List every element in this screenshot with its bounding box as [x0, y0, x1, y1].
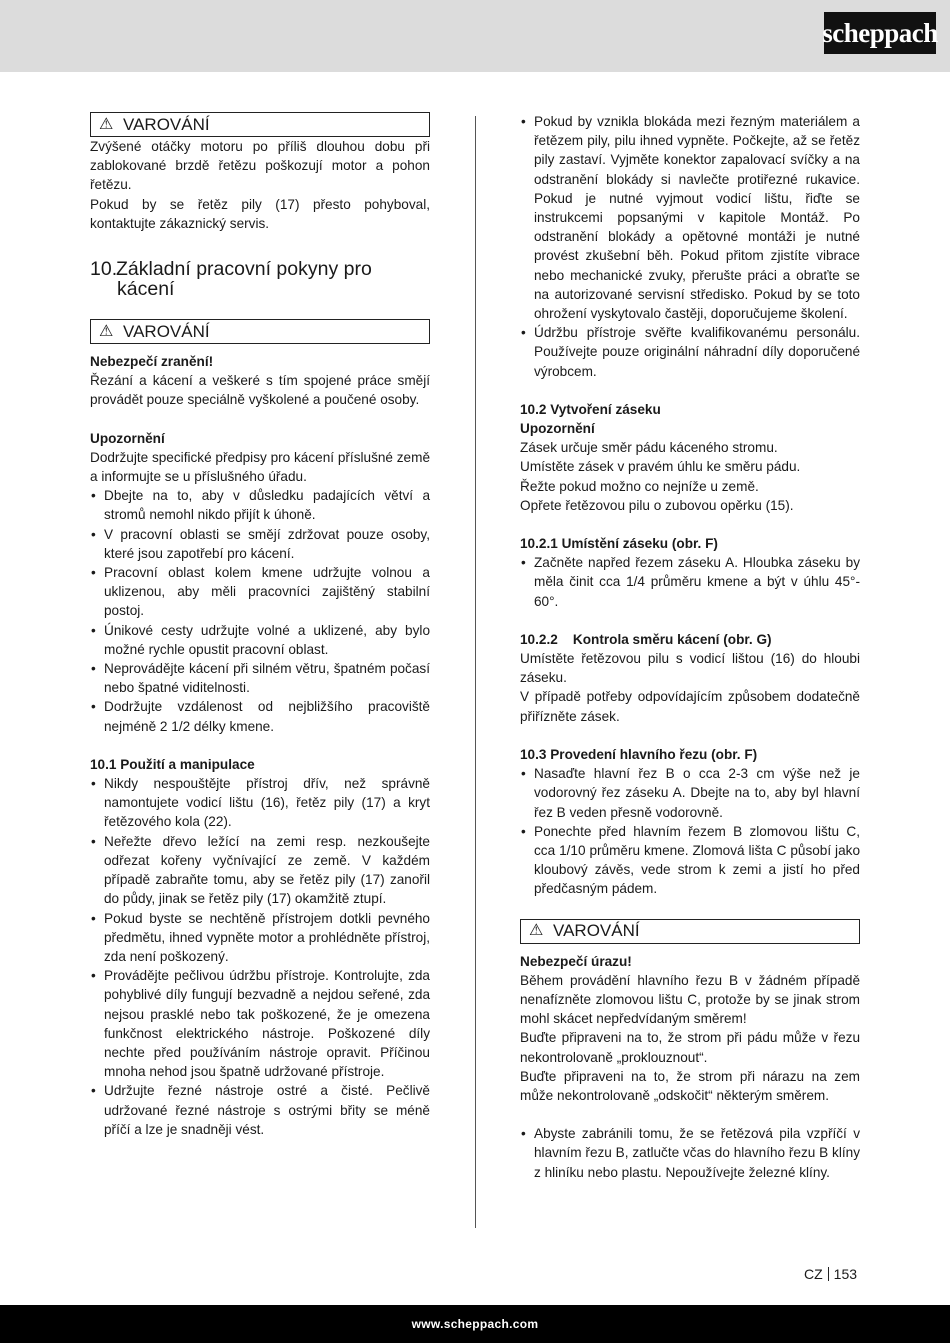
paragraph: Dodržujte specifické předpisy pro kácení příslušné země a informujte se u příslušného úřadu.	[90, 449, 431, 485]
column-divider	[475, 116, 476, 1228]
footer-bar	[0, 1305, 950, 1343]
list-item: • Abyste zabránili tomu, že se řetězová pila vzpříčí v hlavním řezu B, zatlučte včas do hlavního řezu B klíny z hliníku nebo plastu. Nepoužívejte železné klíny.	[520, 1124, 860, 1182]
page-number-value: 153	[833, 1266, 858, 1282]
subheading: 10.2.1 Umístění záseku (obr. F)	[520, 536, 718, 552]
bullet-list	[520, 1124, 860, 1182]
bullet-list	[520, 553, 860, 611]
list-item: • Pracovní oblast kolem kmene udržujte volnou a uklizenou, aby měli pracovníci zajištěný stabilní postoj.	[90, 563, 430, 621]
paragraph: V případě potřeby odpovídajícím způsobem dodatečně přiřízněte zásek.	[520, 689, 860, 724]
subheading: 10.2 Vytvoření záseku	[520, 401, 661, 417]
separator	[828, 1267, 829, 1281]
language-code: CZ	[804, 1266, 823, 1282]
warning-title: VAROVÁNÍ	[123, 321, 210, 341]
list-item: • Dodržujte vzdálenost od nejbližšího pracoviště nejméně 2 1/2 délky kmene.	[90, 697, 430, 735]
bullet-list	[520, 764, 860, 898]
paragraph: Zásek určuje směr pádu káceného stromu.	[520, 440, 778, 456]
list-item: • Pokud by vznikla blokáda mezi řezným materiálem a řetězem pily, pilu ihned vypněte. Počkejte, až se řetěz pily zastaví. Vyjměte konektor zapalovací svíčky a na odstranění blokády si navlečte protiřezné rukavice. Pokud je nutné vyjmout vodicí lištu, řiďte se instrukcemi popsanými v kapitole Montáž. Po odstranění blokády a opětovné montáži je nutné provést zkušební běh. Pokud přitom zjistíte vibrace nebo mechanické zvuky, přerušte práci a obraťte se na autorizované servisní středisko. Pokud by se toto ohrožení vyskytovalo častěji, doporučujeme školení.	[520, 112, 860, 323]
bullet-list	[90, 774, 430, 1139]
bullet-list	[520, 112, 860, 381]
subheading: Nebezpečí úrazu!	[520, 953, 632, 969]
list-item: • Neřežte dřevo ležící na zemi resp. nezkoušejte odřezat kořeny vyčnívající ze země. V každém případě zabraňte tomu, aby se řetěz pily (17) zanořil do půdy, jinak se řetěz pily (17) okamžitě ztupí.	[90, 832, 430, 909]
subheading: 10.3 Provedení hlavního řezu (obr. F)	[520, 746, 758, 762]
list-item: • Ponechte před hlavním řezem B zlomovou lištu C, cca 1/10 průměru kmene. Zlomová lišta C působí jako kloubový závěs, vede strom k zemi a jistí ho před předčasným pádem.	[520, 822, 860, 899]
left-column	[90, 112, 430, 1139]
list-item: • Provádějte pečlivou údržbu přístroje. Kontrolujte, zda pohyblivé díly fungují bezvadně a nejdou seřené, zda nejsou prasklé nebo tak poškozené, že je omezena funkčnost elektrického nástroje. Poškozené díly nechte před používáním nástroje opravit. Příčinou mnoha nehod jsou špatně udržované přístroje.	[90, 966, 430, 1081]
paragraph: Buďte připraveni na to, že strom při pádu může v řezu nekontrolovaně „proklouznout“.	[520, 1030, 860, 1065]
subheading: Nebezpečí zranění!	[90, 354, 214, 370]
list-item: • Neprovádějte kácení při silném větru, špatném počasí nebo špatné viditelnosti.	[90, 659, 430, 697]
section-heading: 10.Základní pracovní pokyny pro kácení	[90, 258, 372, 301]
warning-box	[90, 319, 430, 344]
warning-title: VAROVÁNÍ	[553, 921, 640, 941]
website-link[interactable]: www.scheppach.com	[411, 1317, 539, 1331]
warning-icon: ⚠	[99, 322, 114, 340]
paragraph: Buďte připraveni na to, že strom při nárazu na zem může nekontrolovaně „odskočit“ některým směrem.	[520, 1068, 860, 1103]
subheading: 10.1 Použití a manipulace	[90, 756, 255, 772]
header-bar	[0, 0, 950, 72]
warning-title: VAROVÁNÍ	[123, 114, 210, 134]
subheading: 10.2.2 Kontrola směru kácení (obr. G)	[520, 631, 772, 647]
warning-icon: ⚠	[99, 115, 114, 133]
paragraph: Umístěte zásek v pravém úhlu ke směru pádu.	[520, 459, 801, 475]
paragraph: Řezání a kácení a veškeré s tím spojené práce smějí provádět pouze speciálně vyškolené a poučené osoby.	[90, 373, 430, 408]
list-item: • Udržujte řezné nástroje ostré a čisté. Pečlivě udržované řezné nástroje s ostrými břity se méně příčí a lze je snadněji vést.	[90, 1081, 430, 1139]
paragraph: Během provádění hlavního řezu B v žádném případě nenafízněte zlomovou lištu C, protože by se jinak strom mohl skácet nepředvídaným směrem!	[520, 972, 860, 1027]
page-number	[804, 1266, 857, 1282]
paragraph: Opřete řetězovou pilu o zubovou opěrku (15).	[520, 497, 794, 513]
paragraph: Zvýšené otáčky motoru po příliš dlouhou dobu při zablokované brzdě řetězu poškozují motor a pohon řetězu.	[90, 139, 430, 193]
list-item: • Začněte napřed řezem záseku A. Hloubka záseku by měla činit cca 1/4 průměru kmene a být v úhlu 45°- 60°.	[520, 553, 860, 611]
subheading: Upozornění	[90, 430, 165, 446]
list-item: • V pracovní oblasti se smějí zdržovat pouze osoby, které jsou zapotřebí pro kácení.	[90, 525, 430, 563]
list-item: • Nikdy nespouštějte přístroj dřív, než správně namontujete vodicí lištu (16), řetěz pily (17) a kryt řetězového kola (22).	[90, 774, 430, 832]
paragraph: Pokud by se řetěz pily (17) přesto pohyboval, kontaktujte zákaznický servis.	[90, 196, 430, 231]
subheading: Upozornění	[520, 421, 595, 437]
list-item: • Dbejte na to, aby v důsledku padajících větví a stromů nemohl nikdo přijít k úhoně.	[90, 486, 430, 524]
paragraph: Řežte pokud možno co nejníže u země.	[520, 478, 759, 494]
list-item: • Údržbu přístroje svěřte kvalifikovanému personálu. Používejte pouze originální náhradní díly doporučené výrobcem.	[520, 323, 860, 381]
paragraph: Umístěte řetězovou pilu s vodicí lištou (16) do hloubi záseku.	[520, 651, 860, 686]
warning-icon: ⚠	[529, 922, 544, 940]
brand-logo: scheppach	[824, 12, 936, 54]
list-item: • Nasaďte hlavní řez B o cca 2-3 cm výše než je vodorovný řez záseku A. Dbejte na to, aby byl hlavní řez B veden přesně vodorovně.	[520, 764, 860, 822]
list-item: • Pokud byste se nechtěně přístrojem dotkli pevného předmětu, ihned vypněte motor a prohlédněte přístroj, zda není poškozený.	[90, 909, 430, 967]
warning-box	[90, 112, 430, 137]
bullet-list	[90, 486, 430, 736]
right-column	[520, 112, 860, 1182]
list-item: • Únikové cesty udržujte volné a uklizené, aby bylo možné rychle opustit pracovní oblast.	[90, 621, 430, 659]
warning-box	[520, 919, 860, 944]
